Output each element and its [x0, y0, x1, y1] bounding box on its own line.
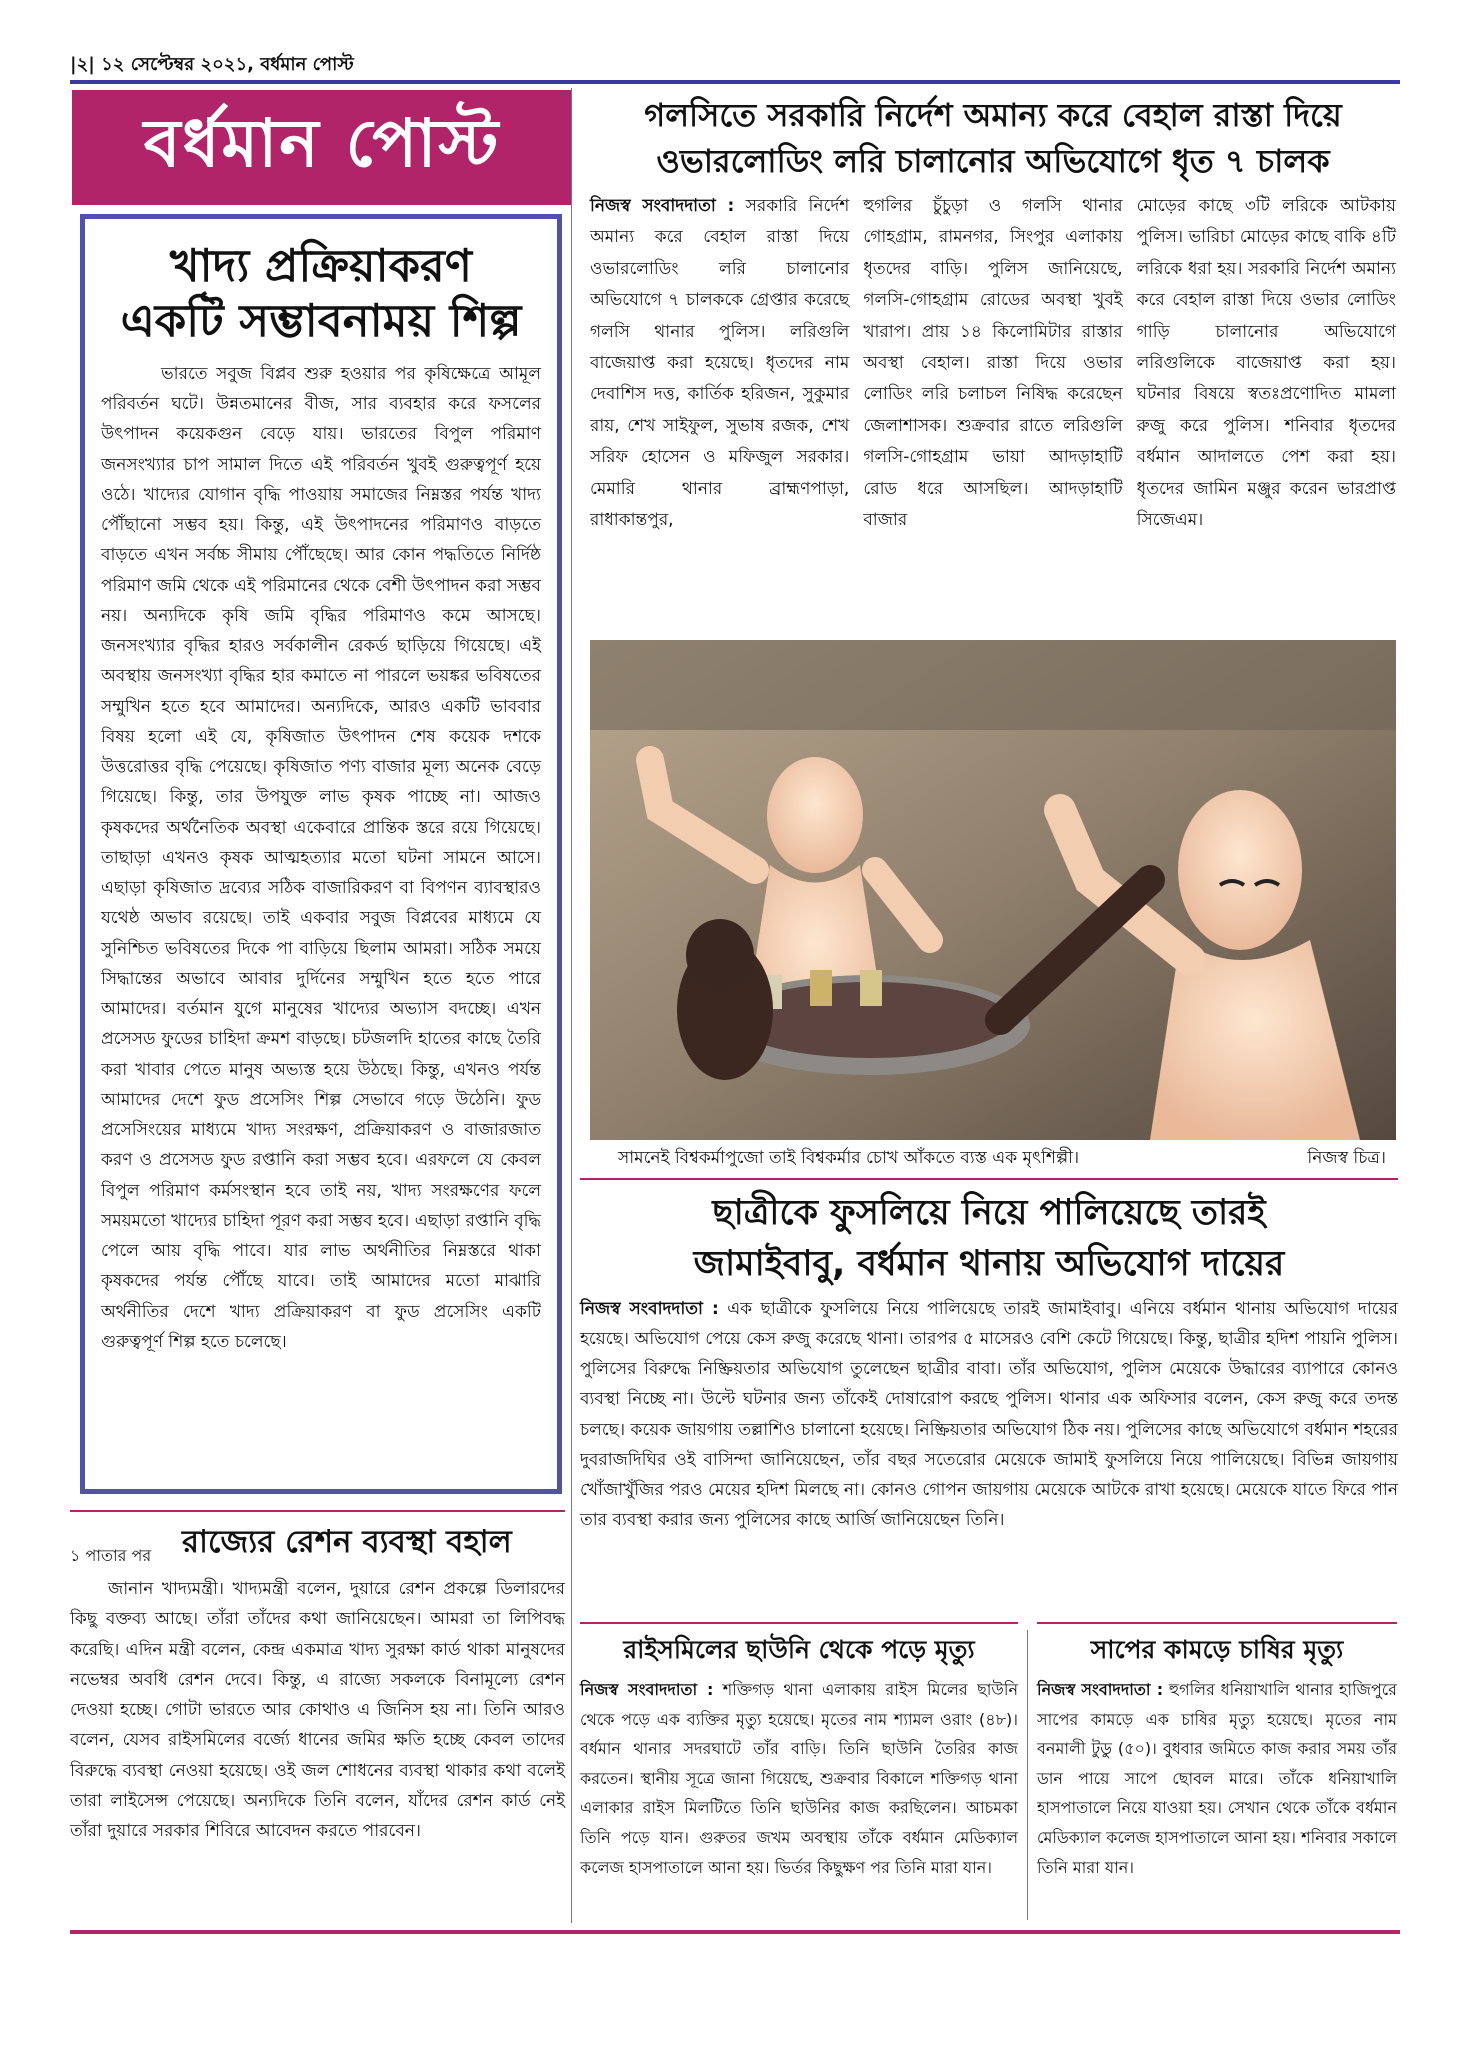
snake-top-rule: [1037, 1622, 1397, 1624]
column-divider: [571, 88, 572, 1923]
feature-title-line2: একটি সম্ভাবনাময় শিল্প: [120, 293, 522, 347]
ration-article: [70, 1510, 565, 1846]
ration-title: রাজ্যের রেশন ব্যবস্থা বহাল: [182, 1524, 512, 1560]
idol-photo: [590, 640, 1396, 1140]
idol-photo-image: [590, 640, 1396, 1140]
ricemill-top-rule: [580, 1622, 1018, 1624]
page-header: |২| ১২ সেপ্টেম্বর ২০২১, বর্ধমান পোস্ট: [70, 54, 354, 75]
lorry-headline: [590, 92, 1396, 185]
student-headline-line1: ছাত্রীকে ফুসলিয়ে নিয়ে পালিয়েছে তারই: [712, 1193, 1266, 1233]
ricemill-byline: নিজস্ব সংবাদদাতা :: [580, 1680, 714, 1699]
ration-top-rule: [70, 1510, 565, 1512]
student-body: এক ছাত্রীকে ফুসলিয়ে নিয়ে পালিয়েছে তারই জামাইবাবু। এনিয়ে বর্ধমান থানায় অভিযোগ দায়ের হয়েছে। অভিযোগ পেয়ে কেস রুজু করেছে থানা। তারপর ৫ মাসেরও বেশি কেটে গিয়েছে। কিন্তু, ছাত্রীর হদিশ পায়নি পুলিস। পুলিসের বিরুদ্ধে নিষ্ক্রিয়তার অভিযোগ তুলেছেন ছাত্রীর বাবা। তাঁর অভিযোগ, পুলিস মেয়েকে উদ্ধারের ব্যাপারে কোনও ব্যবস্থা নিচ্ছে না। উল্টে ঘটনার জন্য তাঁকেই দোষারোপ করছে পুলিস। থানার এক অফিসার বলেন, কেস রুজু করে তদন্ত চলছে। কয়েক জায়গায় তল্লাশিও চালানো হয়েছে। নিষ্ক্রিয়তার অভিযোগ ঠিক নয়। পুলিসের কাছে অভিযোগে বর্ধমান শহরের দুবরাজদিঘির ওই বাসিন্দা জানিয়েছেন, তাঁর বছর সতেরোর মেয়েকে জামাই ফুসলিয়ে নিয়ে পালিয়েছে। বিভিন্ন জায়গায় খোঁজাখুঁজির পরও মেয়ের হদিশ মিলছে না। কোনও গোপন জায়গায় মেয়েকে আটকে রাখা হয়েছে। মেয়েকে যাতে ফিরে পান তার ব্যবস্থা করার জন্য পুলিসের কাছে আর্জি জানিয়েছেন তিনি।: [580, 1298, 1398, 1531]
student-article: [580, 1178, 1398, 1536]
bottom-rule: [70, 1930, 1400, 1934]
student-top-rule: [580, 1178, 1398, 1180]
ricemill-body-wrap: [580, 1675, 1018, 1882]
lorry-article: [590, 92, 1396, 537]
masthead: বর্ধমান পোস্ট: [72, 90, 572, 205]
lorry-col1-text: সরকারি নির্দেশ অমান্য করে বেহাল রাস্তা দিয়ে ওভারলোডিং লরি চালানোর অভিযোগে ৭ চালককে গ্রেপ্তার করেছে গলসি থানার পুলিস। লরিগুলি বাজেয়াপ্ত করা হয়েছে। ধৃতদের নাম দেবাশিস দত্ত, কার্তিক হরিজন, সুকুমার রায়, শেখ সাইফুল, সুভাষ রজক, শেখ সরিফ হোসেন ও মফিজুল সরকার। মেমারি থানার ব্রাহ্মণপাড়া, রাধাকান্তপুর,: [590, 195, 850, 531]
feature-body: ভারতে সবুজ বিপ্লব শুরু হওয়ার পর কৃষিক্ষেত্রে আমূল পরিবর্তন ঘটে। উন্নতমানের বীজ, সার ব্যবহার করে ফসলের উৎপাদন কয়েকগুন বেড়ে যায়। ভারতের বিপুল পরিমাণ জনসংখ্যার চাপ সামাল দিতে এই পরিবর্তন খুবই গুরুত্বপূর্ণ হয়ে ওঠে। খাদ্যের যোগান বৃদ্ধি পাওয়ায় সমাজের নিম্নস্তর পর্যন্ত খাদ্য পৌঁছানো সম্ভব হয়। কিন্তু, এই উৎপাদনের পরিমাণও বাড়তে বাড়তে এখন সর্বচ্চ সীমায় পৌঁছেছে। আর কোন পদ্ধতিতে নির্দিষ্ঠ পরিমাণ জমি থেকে এই পরিমানের থেকে বেশী উৎপাদন করা সম্ভব নয়। অন্যদিকে কৃষি জমি বৃদ্ধির পরিমাণও কমে আসছে। জনসংখ্যার বৃদ্ধির হারও সর্বকালীন রেকর্ড ছাড়িয়ে গিয়েছে। এই অবস্থায় জনসংখ্যা বৃদ্ধির হার কমাতে না পারলে ভয়ঙ্কর ভবিষতের সম্মুখিন হতে হবে আমাদের। অন্যদিকে, আরও একটি ভাববার বিষয় হলো এই যে, কৃষিজাত উৎপাদন শেষ কয়েক দশকে উত্তরোত্তর বৃদ্ধি পেয়েছে। কৃষিজাত পণ্য বাজার মূল্য অনেক বেড়ে গিয়েছে। কিন্তু, তার উপযুক্ত লাভ কৃষক পাচ্ছে না। আজও কৃষকদের অর্থনৈতিক অবস্থা একেবারে প্রান্তিক স্তরে রয়ে গিয়েছে। তাছাড়া এখনও কৃষক আত্মহত্যার মতো ঘটনা সামনে আসে। এছাড়া কৃষিজাত দ্রব্যের সঠিক বাজারিকরণ বা বিপণন ব্যাবস্থারও যথেষ্ঠ অভাব রয়েছে। তাই একবার সবুজ বিপ্লবের মাধ্যমে যে সুনিশ্চিত ভবিষতের দিকে পা বাড়িয়ে ছিলাম আমরা। সঠিক সময়ে সিদ্ধান্তের অভাবে আবার দুর্দিনের সম্মুখিন হতে হতে পারে আমাদের। বর্তমান যুগে মানুষের খাদ্যের অভ্যাস বদচ্ছে। এখন প্রসেসড ফুডের চাহিদা ক্রমশ বাড়ছে। চটজলদি হাতের কাছে তৈরি করা খাবার পেতে মানুষ অভ্যস্ত হয়ে উঠছে। কিন্তু, এখনও পর্যন্ত আমাদের দেশে ফুড প্রসেসিং শিল্প সেভাবে গড়ে উঠেনি। ফুড প্রসেসিংয়ের মাধ্যমে খাদ্য সংরক্ষণ, প্রক্রিয়াকরণ ও বাজারজাত করণ ও প্রসেসড ফুড রপ্তানি করা সম্ভব হবে। এরফলে যে কেবল বিপুল পরিমাণ কর্মসংস্থান হবে তাই নয়, খাদ্য সংরক্ষণের ফলে সময়মতো খাদ্যের চাহিদা পূরণ করা সম্ভব হবে। এছাড়া রপ্তানি বৃদ্ধি পেলে আয় বৃদ্ধি পাবে। যার লাভ অর্থনীতির নিম্নস্তরে থাকা কৃষকদের পর্যন্ত পৌঁছে যাবে। তাই আমাদের মতো মাঝারি অর্থনীতির দেশে খাদ্য প্রক্রিয়াকরণ বা ফুড প্রসেসিং একটি গুরুত্বপূর্ণ শিল্প হতে চলেছে।: [101, 363, 541, 1352]
lorry-col-3: মোড়ের কাছে ৩টি লরিকে আটকায় পুলিস। ভারিচা মোড়ের কাছে বাকি ৪টি লরিকে ধরা হয়। সরকারি নির্দেশ অমান্য করে বেহাল রাস্তা দিয়ে ওভার লোডিং গাড়ি চালানোর অভিযোগে লরিগুলিকে বাজেয়াপ্ত করা হয়। ঘটনার বিষয়ে স্বতঃপ্রণোদিত মামলা রুজু করে পুলিস। শনিবার ধৃতদের বর্ধমান আদালতে পেশ করা হয়। ধৃতদের জামিন মঞ্জুর করেন ভারপ্রাপ্ত সিজেএম।: [1136, 195, 1396, 531]
student-headline: [580, 1188, 1398, 1290]
student-headline-line2: জামাইবাবু, বর্ধমান থানায় অভিযোগ দায়ের: [693, 1243, 1285, 1284]
student-byline: নিজস্ব সংবাদদাতা :: [580, 1298, 719, 1319]
snake-body-wrap: [1037, 1675, 1397, 1882]
ricemill-body: শক্তিগড় থানা এলাকায় রাইস মিলের ছাউনি থেকে পড়ে এক ব্যক্তির মৃত্যু হয়েছে। মৃতের নাম শ্যামল ওরাং (৪৮)। বর্ধমান থানার সদরঘাটে তাঁর বাড়ি। তিনি ছাউনি তৈরির কাজ করতেন। স্থানীয় সূত্রে জানা গিয়েছে, শুক্রবার বিকালে শক্তিগড় থানা এলাকার রাইস মিলটিতে তিনি ছাউনির কাজ করছিলেন। আচমকা তিনি পড়ে যান। গুরুতর জখম অবস্থায় তাঁকে বর্ধমান মেডিক্যাল কলেজ হাসপাতালে আনা হয়। ভির্তর কিছুক্ষণ পর তিনি মারা যান।: [580, 1680, 1018, 1877]
snake-title: সাপের কামড়ে চাষির মৃত্যু: [1090, 1635, 1344, 1664]
feature-title: [101, 239, 541, 349]
snake-body: হুগলির ধনিয়াখালি থানার হাজিপুরে সাপের কামড়ে এক চাষির মৃত্যু হয়েছে। মৃতের নাম বনমালী টুডু (৫০)। বুধবার জমিতে কাজ করার সময় তাঁর ডান পায়ে সাপে ছোবল মারে। তাঁকে ধনিয়াখালি হাসপাতালে নিয়ে যাওয়া হয়। সেখান থেকে তাঁকে বর্ধমান মেডিক্যাল কলেজ হাসপাতালে আনা হয়। শনিবার সকালে তিনি মারা যান।: [1037, 1680, 1397, 1877]
lorry-headline-line1: গলসিতে সরকারি নির্দেশ অমান্য করে বেহাল রাস্তা দিয়ে: [644, 96, 1342, 134]
photo-caption-row: [590, 1145, 1396, 1173]
lorry-byline: নিজস্ব সংবাদদাতা :: [590, 195, 735, 216]
ricemill-article: [580, 1622, 1018, 1882]
lorry-col-2: হুগলির চুঁচুড়া ও গলসি থানার গোহগ্রাম, রামনগর, সিংপুর এলাকায় ধৃতদের বাড়ি। পুলিস জানিয়েছে, গলসি-গোহগ্রাম রোডের অবস্থা খুবই খারাপ। প্রায় ১৪ কিলোমিটার রাস্তার অবস্থা বেহাল। রাস্তা দিয়ে ওভার লোডিং লরি চলাচল নিষিদ্ধ করেছেন জেলাশাসক। শুক্রবার রাতে লরিগুলি গলসি-গোহগ্রাম ভায়া আদড়াহাটি রোড ধরে আসছিল। আদড়াহাটি বাজার: [863, 195, 1123, 531]
feature-title-line1: খাদ্য প্রক্রিয়াকরণ: [169, 239, 473, 292]
snake-byline: নিজস্ব সংবাদদাতা :: [1037, 1680, 1164, 1699]
lorry-col-1: [590, 191, 849, 537]
top-rule: [70, 80, 1400, 84]
bottom-column-divider: [1027, 1630, 1028, 1920]
photo-caption: সামনেই বিশ্বকর্মাপুজো তাই বিশ্বকর্মার চোখ আঁকতে ব্যস্ত এক মৃৎশিল্পী।: [618, 1148, 1080, 1168]
lorry-headline-line2: ওভারলোডিং লরি চালানোর অভিযোগে ধৃত ৭ চালক: [656, 142, 1330, 181]
student-body-wrap: [580, 1294, 1398, 1536]
lorry-columns: [590, 191, 1396, 537]
feature-article: [80, 214, 562, 1494]
ration-body: জানান খাদ্যমন্ত্রী। খাদ্যমন্ত্রী বলেন, দুয়ারে রেশন প্রকল্পে ডিলারদের কিছু বক্তব্য আছে। তাঁরা তাঁদের কথা জানিয়েছেন। আমরা তা লিপিবদ্ধ করেছি। এদিন মন্ত্রী বলেন, কেন্দ্র একমাত্র খাদ্য সুরক্ষা কার্ড থাকা মানুষদের নভেম্বর অবধি রেশন দেবে। কিন্তু, এ রাজ্যে সকলকে বিনামূল্যে রেশন দেওয়া হচ্ছে। গোটা ভারতে আর কোথাও এ জিনিস হয় না। তিনি আরও বলেন, যেসব রাইসমিলের বর্জ্যে ধানের জমির ক্ষতি হচ্ছে কেবল তাদের বিরুদ্ধে ব্যবস্থা নেওয়া হয়েছে। ওই জল শোধনের ব্যবস্থা থাকার কথা বলেই তারা লাইসেন্স পেয়েছে। অন্যদিকে তিনি বলেন, যাঁদের রেশন কার্ড নেই তাঁরা দুয়ারে সরকার শিবিরে আবেদন করতে পারবেন।: [70, 1579, 565, 1841]
photo-credit: নিজস্ব চিত্র।: [1307, 1148, 1386, 1168]
snake-article: [1037, 1622, 1397, 1882]
ration-tag: ১ পাতার পর: [70, 1546, 152, 1565]
ricemill-title: রাইসমিলের ছাউনি থেকে পড়ে মৃত্যু: [623, 1635, 975, 1664]
